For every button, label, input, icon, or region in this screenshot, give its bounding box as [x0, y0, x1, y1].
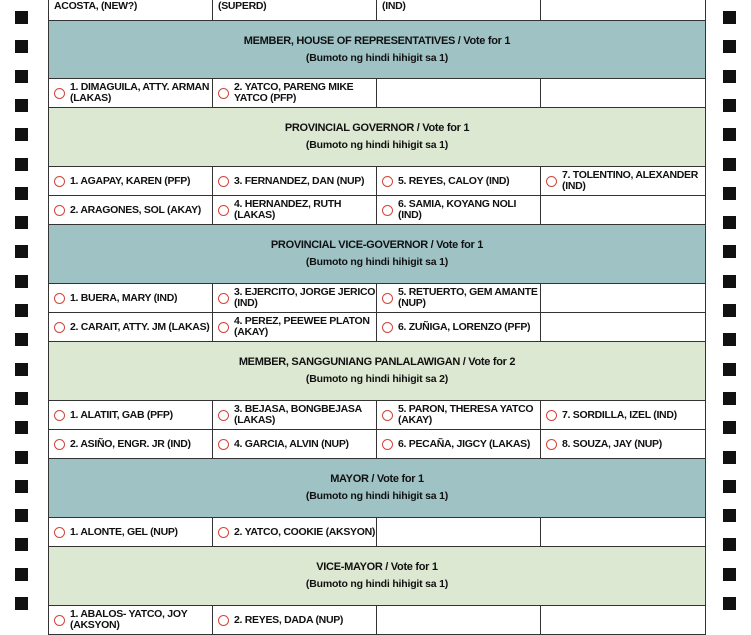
vote-oval-icon[interactable]: [546, 176, 557, 187]
timing-mark: [723, 421, 736, 434]
vote-oval-icon[interactable]: [218, 615, 229, 626]
timing-mark: [723, 392, 736, 405]
timing-mark: [15, 187, 28, 200]
contest-title: PROVINCIAL VICE-GOVERNOR / Vote for 1: [270, 239, 484, 251]
candidate-name: 4. GARCIA, ALVIN (NUP): [234, 437, 349, 450]
timing-mark: [15, 421, 28, 434]
timing-mark: [723, 363, 736, 376]
ballot-cell: [213, 0, 377, 20]
timing-mark: [15, 333, 28, 346]
left-timing-marks: [15, 0, 29, 620]
candidate-option[interactable]: [49, 313, 213, 341]
contest-title: VICE-MAYOR / Vote for 1: [316, 561, 438, 573]
timing-mark: [15, 538, 28, 551]
vote-oval-icon[interactable]: [54, 205, 65, 216]
candidate-option[interactable]: [213, 79, 377, 107]
vote-oval-icon[interactable]: [218, 88, 229, 99]
candidate-name: 2. CARAIT, ATTY. JM (LAKAS): [70, 320, 210, 333]
empty-cell: [377, 518, 541, 546]
timing-mark: [723, 216, 736, 229]
candidate-name: 1. ALONTE, GEL (NUP): [70, 525, 178, 538]
candidate-option[interactable]: [213, 167, 377, 195]
vote-oval-icon[interactable]: [54, 410, 65, 421]
timing-mark: [15, 245, 28, 258]
timing-mark: [723, 128, 736, 141]
empty-cell: [377, 606, 541, 634]
candidate-name: 3. FERNANDEZ, DAN (NUP): [234, 174, 365, 187]
candidate-option[interactable]: [213, 430, 377, 458]
candidate-name: 5. PARON, THERESA YATCO (AKAY): [398, 403, 534, 426]
candidate-row: [49, 167, 705, 196]
vote-oval-icon[interactable]: [54, 439, 65, 450]
timing-mark: [723, 11, 736, 24]
vote-oval-icon[interactable]: [382, 322, 393, 333]
candidate-row: [49, 430, 705, 459]
empty-cell: [541, 313, 705, 341]
candidate-name: ACOSTA, (NEW?): [54, 0, 138, 12]
contest-title: MEMBER, SANGGUNIANG PANLALAWIGAN / Vote for 2: [238, 356, 516, 368]
contest-instruction: (Bumoto ng hindi hihigit sa 1): [305, 490, 449, 502]
candidate-name: 5. RETUERTO, GEM AMANTE (NUP): [398, 286, 538, 309]
candidate-name: 1. ALATIIT, GAB (PFP): [70, 408, 173, 421]
vote-oval-icon[interactable]: [382, 205, 393, 216]
candidate-name: 1. ABALOS- YATCO, JOY (AKSYON): [70, 608, 188, 631]
candidate-option[interactable]: [541, 430, 705, 458]
timing-mark: [723, 99, 736, 112]
contest-instruction: (Bumoto ng hindi hihigit sa 1): [305, 139, 449, 151]
timing-mark: [15, 158, 28, 171]
candidate-name: 4. PEREZ, PEEWEE PLATON (AKAY): [234, 315, 370, 338]
timing-mark: [723, 275, 736, 288]
candidate-name: 7. SORDILLA, IZEL (IND): [562, 408, 677, 421]
candidate-name: 1. BUERA, MARY (IND): [70, 291, 178, 304]
contest-header: [49, 225, 705, 284]
candidate-option[interactable]: [49, 167, 213, 195]
candidate-row: [49, 313, 705, 342]
timing-mark: [723, 40, 736, 53]
timing-mark: [15, 304, 28, 317]
candidate-option[interactable]: [377, 430, 541, 458]
vote-oval-icon[interactable]: [54, 615, 65, 626]
contest-title: MEMBER, HOUSE OF REPRESENTATIVES / Vote for 1: [243, 34, 511, 47]
timing-mark: [15, 451, 28, 464]
candidate-row: [49, 401, 705, 430]
candidate-option[interactable]: [213, 401, 377, 429]
partial-top-row: [49, 0, 705, 21]
contest-header: [49, 21, 705, 79]
candidate-option[interactable]: [213, 606, 377, 634]
ballot-sheet: [48, 0, 706, 635]
vote-oval-icon[interactable]: [382, 439, 393, 450]
timing-mark: [723, 70, 736, 83]
candidate-name: 2. ASIÑO, ENGR. JR (IND): [70, 437, 191, 450]
timing-mark: [723, 158, 736, 171]
timing-mark: [15, 275, 28, 288]
candidate-name: 2. YATCO, COOKIE (AKSYON): [234, 525, 376, 538]
contest-instruction: (Bumoto ng hindi hihigit sa 1): [305, 256, 449, 268]
candidate-option[interactable]: [49, 196, 213, 224]
candidate-row: [49, 79, 705, 108]
candidate-option[interactable]: [49, 606, 213, 634]
empty-cell: [541, 518, 705, 546]
vote-oval-icon[interactable]: [218, 439, 229, 450]
candidate-option[interactable]: [213, 196, 377, 224]
timing-mark: [15, 568, 28, 581]
vote-oval-icon[interactable]: [218, 205, 229, 216]
candidate-name: 6. SAMIA, KOYANG NOLI (IND): [398, 198, 517, 221]
candidate-row: [49, 196, 705, 225]
timing-mark: [723, 333, 736, 346]
vote-oval-icon[interactable]: [54, 527, 65, 538]
candidate-option[interactable]: [377, 313, 541, 341]
vote-oval-icon[interactable]: [54, 293, 65, 304]
vote-oval-icon[interactable]: [218, 293, 229, 304]
timing-mark: [15, 509, 28, 522]
contest-instruction: (Bumoto ng hindi hihigit sa 1): [305, 578, 449, 590]
timing-mark: [723, 187, 736, 200]
vote-oval-icon[interactable]: [382, 293, 393, 304]
contest-title: PROVINCIAL GOVERNOR / Vote for 1: [284, 122, 470, 134]
candidate-name: 2. YATCO, PARENG MIKE YATCO (PFP): [234, 81, 354, 104]
candidate-row: [49, 284, 705, 313]
vote-oval-icon[interactable]: [218, 322, 229, 333]
empty-cell: [541, 284, 705, 312]
candidate-option[interactable]: [377, 196, 541, 224]
candidate-option[interactable]: [49, 401, 213, 429]
timing-mark: [15, 128, 28, 141]
empty-cell: [541, 196, 705, 224]
candidate-option[interactable]: [213, 313, 377, 341]
timing-mark: [15, 70, 28, 83]
candidate-option[interactable]: [213, 518, 377, 546]
timing-mark: [723, 538, 736, 551]
candidate-option[interactable]: [213, 284, 377, 312]
ballot-cell: [49, 0, 213, 20]
timing-mark: [723, 480, 736, 493]
timing-mark: [15, 11, 28, 24]
ballot-cell: [377, 0, 541, 20]
ballot-cell: [541, 0, 705, 20]
empty-cell: [541, 606, 705, 634]
vote-oval-icon[interactable]: [382, 410, 393, 421]
candidate-name: 1. AGAPAY, KAREN (PFP): [70, 174, 191, 187]
candidate-name: 6. PECAÑA, JIGCY (LAKAS): [398, 437, 531, 450]
timing-mark: [723, 245, 736, 258]
vote-oval-icon[interactable]: [546, 410, 557, 421]
candidate-option[interactable]: [49, 79, 213, 107]
empty-cell: [541, 79, 705, 107]
vote-oval-icon[interactable]: [546, 439, 557, 450]
timing-mark: [723, 451, 736, 464]
candidate-name: 7. TOLENTINO, ALEXANDER (IND): [562, 169, 699, 192]
timing-mark: [723, 509, 736, 522]
candidate-option[interactable]: [377, 167, 541, 195]
contest-header: [49, 459, 705, 518]
timing-mark: [15, 363, 28, 376]
contest-header: [49, 342, 705, 401]
candidate-row: [49, 518, 705, 547]
timing-mark: [15, 392, 28, 405]
candidate-name: 3. BEJASA, BONGBEJASA (LAKAS): [234, 403, 362, 426]
vote-oval-icon[interactable]: [54, 322, 65, 333]
candidate-option[interactable]: [541, 401, 705, 429]
timing-mark: [15, 40, 28, 53]
candidate-name: 2. ARAGONES, SOL (AKAY): [70, 203, 201, 216]
vote-oval-icon[interactable]: [54, 176, 65, 187]
candidate-name: 3. EJERCITO, JORGE JERICO (IND): [234, 286, 376, 309]
vote-oval-icon[interactable]: [54, 88, 65, 99]
candidate-name: 8. SOUZA, JAY (NUP): [562, 437, 662, 450]
candidate-option[interactable]: [49, 284, 213, 312]
candidate-name: 5. REYES, CALOY (IND): [398, 174, 510, 187]
candidate-option[interactable]: [49, 518, 213, 546]
timing-mark: [723, 568, 736, 581]
timing-mark: [723, 304, 736, 317]
timing-mark: [15, 216, 28, 229]
candidate-row: [49, 606, 705, 635]
right-timing-marks: [723, 0, 737, 620]
timing-mark: [15, 480, 28, 493]
timing-mark: [15, 597, 28, 610]
timing-mark: [15, 99, 28, 112]
vote-oval-icon[interactable]: [382, 176, 393, 187]
timing-mark: [723, 597, 736, 610]
candidate-name: 1. DIMAGUILA, ATTY. ARMAN (LAKAS): [70, 81, 210, 104]
vote-oval-icon[interactable]: [218, 410, 229, 421]
contest-instruction: (Bumoto ng hindi hihigit sa 2): [305, 373, 449, 385]
contest-header: [49, 108, 705, 167]
vote-oval-icon[interactable]: [218, 176, 229, 187]
contest-instruction: (Bumoto ng hindi hihigit sa 1): [305, 51, 449, 64]
contest-title: MAYOR / Vote for 1: [330, 473, 424, 485]
candidate-name: (IND): [382, 0, 406, 12]
candidate-name: (SUPERD): [218, 0, 267, 12]
candidate-name: 6. ZUÑIGA, LORENZO (PFP): [398, 320, 531, 333]
candidate-option[interactable]: [377, 401, 541, 429]
candidate-option[interactable]: [541, 167, 705, 195]
candidate-name: 4. HERNANDEZ, RUTH (LAKAS): [234, 198, 342, 221]
candidate-name: 2. REYES, DADA (NUP): [234, 613, 344, 626]
empty-cell: [377, 79, 541, 107]
candidate-option[interactable]: [377, 284, 541, 312]
candidate-option[interactable]: [49, 430, 213, 458]
contest-header: [49, 547, 705, 606]
vote-oval-icon[interactable]: [218, 527, 229, 538]
